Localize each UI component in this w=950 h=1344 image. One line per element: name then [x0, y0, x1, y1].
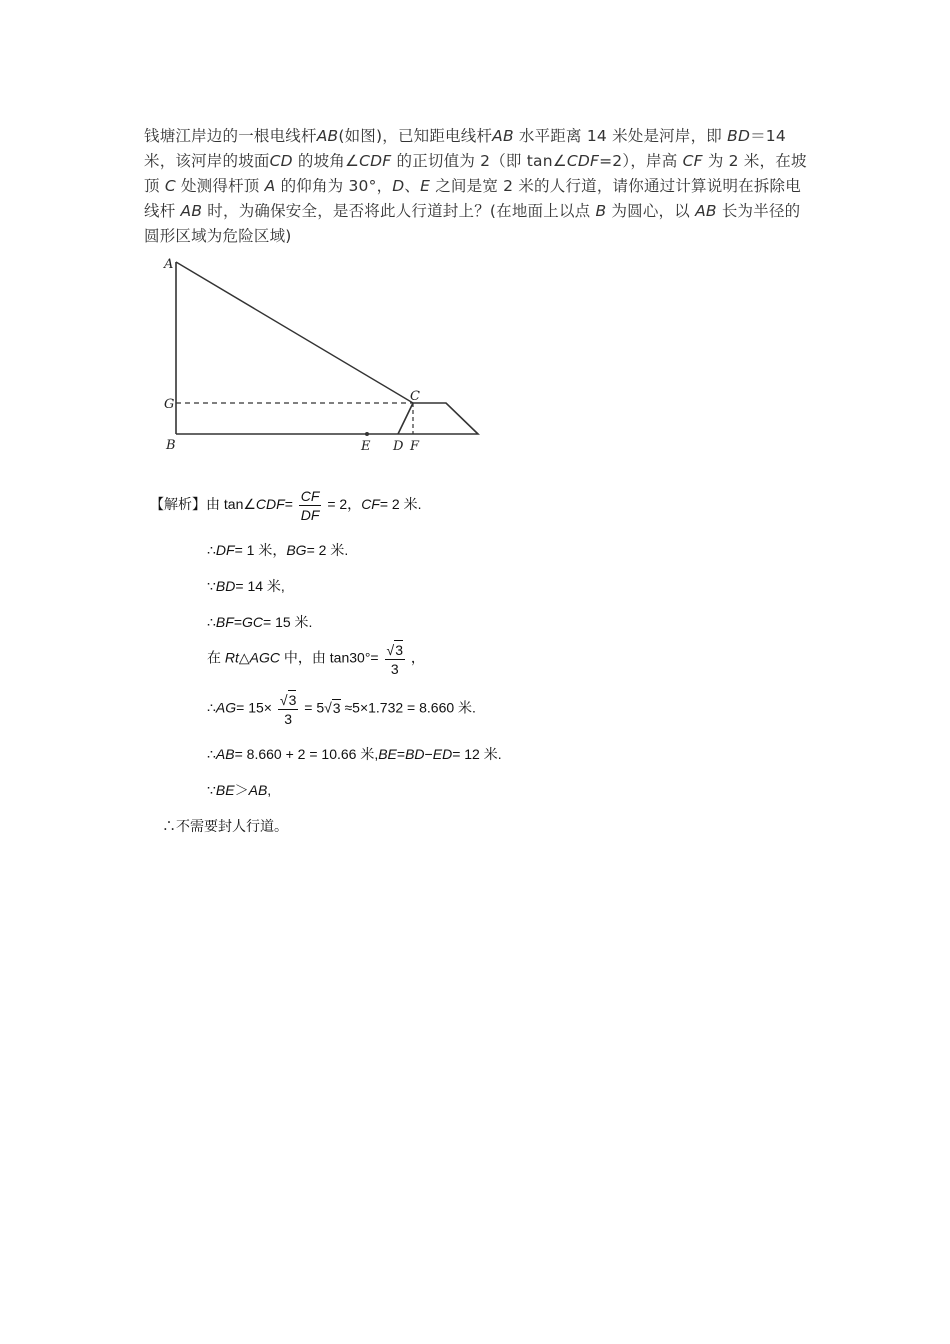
sol-var: GC [242, 614, 263, 630]
solution-line-5 [207, 640, 425, 678]
problem-var: AB [316, 127, 339, 145]
sqrt-sign: √ [324, 699, 332, 716]
fraction-sqrt3-3 [385, 640, 405, 678]
problem-var: BD [727, 127, 751, 145]
sol-text: = 2， [327, 496, 362, 513]
problem-text: =2），岸高 [599, 152, 683, 170]
therefore-symbol: ∴ [207, 614, 216, 630]
sol-text: − [424, 746, 433, 762]
label-b: B [166, 438, 176, 453]
numerator: CF [300, 488, 320, 504]
problem-text: ＝14 米，该河岸的坡面 [144, 127, 786, 170]
sol-text: = 5 [304, 699, 325, 716]
sqrt-sign: √ [279, 692, 288, 708]
problem-var: AB [695, 202, 717, 220]
sol-var: Rt [224, 649, 239, 666]
solution-line-8 [207, 780, 271, 800]
sol-var: BG [286, 542, 307, 558]
problem-var: D [392, 177, 405, 195]
sol-text: , [267, 782, 272, 798]
sol-text: = 14 米, [235, 578, 285, 594]
solution-conclusion: ∴不需要封人行道。 [162, 818, 288, 834]
problem-text: 长为半径的圆形区域为危险区域) [144, 202, 801, 245]
sight-line-ac [176, 262, 413, 403]
sol-text: = 1 米， [234, 542, 287, 558]
radicand: 3 [332, 699, 341, 716]
sol-text: = 2 米. [306, 542, 349, 558]
numerator [385, 640, 405, 660]
problem-text: 、 [404, 177, 421, 195]
sol-text: ， [410, 649, 425, 666]
sol-text: 在 [207, 649, 225, 666]
problem-text: 的坡角∠ [292, 152, 360, 170]
because-symbol: ∵ [207, 782, 216, 798]
problem-text: 钱塘江岸边的一根电线杆 [144, 127, 317, 145]
problem-var: AB [492, 127, 514, 145]
problem-var: E [420, 177, 431, 195]
therefore-symbol: ∴ [207, 699, 216, 716]
point-e-dot [365, 432, 369, 436]
problem-text: 之间是宽 2 米的人行道，请你通过计算说明在拆除电线杆 [144, 177, 801, 220]
problem-text: 的仰角为 30°， [275, 177, 393, 195]
sol-text: = 2 米. [379, 496, 422, 513]
sol-var: ED [432, 746, 453, 762]
label-c: C [410, 389, 420, 404]
sol-var: AG [215, 699, 237, 716]
problem-var: B [595, 202, 607, 220]
solution-line-4 [207, 612, 312, 632]
problem-text: 处测得杆顶 [175, 177, 265, 195]
problem-statement [144, 124, 814, 249]
denominator: 3 [284, 711, 293, 727]
sol-var: BF [215, 614, 234, 630]
label-g: G [164, 397, 175, 412]
sol-text: 中，由 tan30°= [280, 649, 379, 666]
solution-line-7 [207, 744, 502, 764]
sol-text: ≈5×1.732 = 8.660 米. [340, 699, 476, 716]
triangle-symbol: △ [238, 649, 250, 666]
sol-text: = [233, 614, 242, 630]
sol-var: AGC [249, 649, 281, 666]
sol-text: = 15× [236, 699, 272, 716]
sol-text: = 15 米. [263, 614, 313, 630]
solution-line-3 [207, 576, 285, 596]
solution-line-6 [207, 690, 476, 728]
sol-var: BD [215, 578, 236, 594]
fraction-cf-df [299, 487, 322, 524]
sol-text: = 8.660 + 2 = 10.66 米, [234, 746, 379, 762]
sol-var: BE [378, 746, 397, 762]
problem-text: 水平距离 14 米处是河岸，即 [513, 127, 728, 145]
sol-text: = [284, 496, 293, 513]
problem-var: CDF [359, 152, 392, 170]
problem-var: AB [180, 202, 203, 220]
label-a: A [164, 257, 174, 272]
sol-text: = [396, 746, 406, 762]
slope-dc [398, 403, 413, 434]
problem-text: 的正切值为 2（即 tan∠ [391, 152, 567, 170]
sol-var: CDF [255, 496, 285, 513]
denominator: DF [300, 507, 320, 523]
problem-text: 为 2 米，在坡顶 [144, 152, 807, 195]
therefore-symbol: ∴ [207, 746, 216, 762]
problem-var: CD [269, 152, 293, 170]
problem-var: CF [682, 152, 703, 170]
fraction-sqrt3-3 [278, 690, 298, 728]
problem-var: C [164, 177, 176, 195]
sol-var: CF [361, 496, 380, 513]
because-symbol: ∵ [207, 578, 216, 594]
sol-var: AB [215, 746, 235, 762]
solution-line-2 [207, 540, 348, 560]
label-f: F [410, 439, 420, 454]
problem-var: A [264, 177, 276, 195]
problem-var: CDF [566, 152, 600, 170]
problem-text: (如图)，已知距电线杆 [338, 127, 493, 145]
sqrt-sign: √ [386, 642, 395, 658]
denominator: 3 [390, 661, 399, 677]
sol-text: = 12 米. [452, 746, 502, 762]
sol-var: BD [405, 746, 425, 762]
label-d: D [393, 439, 404, 454]
problem-text: 时，为确保安全，是否将此人行道封上？(在地面上以点 [202, 202, 596, 220]
label-e: E [361, 439, 371, 454]
solution-line-1 [150, 487, 422, 524]
sol-var: BE [215, 782, 235, 798]
therefore-symbol: ∴ [207, 542, 216, 558]
problem-text: 为圆心，以 [606, 202, 696, 220]
sol-text: 【解析】由 tan∠ [150, 496, 256, 513]
radicand: 3 [288, 692, 297, 708]
sol-var: DF [215, 542, 235, 558]
sol-var: AB [248, 782, 268, 798]
sol-text: ＞ [234, 782, 249, 798]
geometry-figure [160, 252, 490, 462]
radicand: 3 [395, 642, 403, 658]
numerator [278, 690, 298, 710]
